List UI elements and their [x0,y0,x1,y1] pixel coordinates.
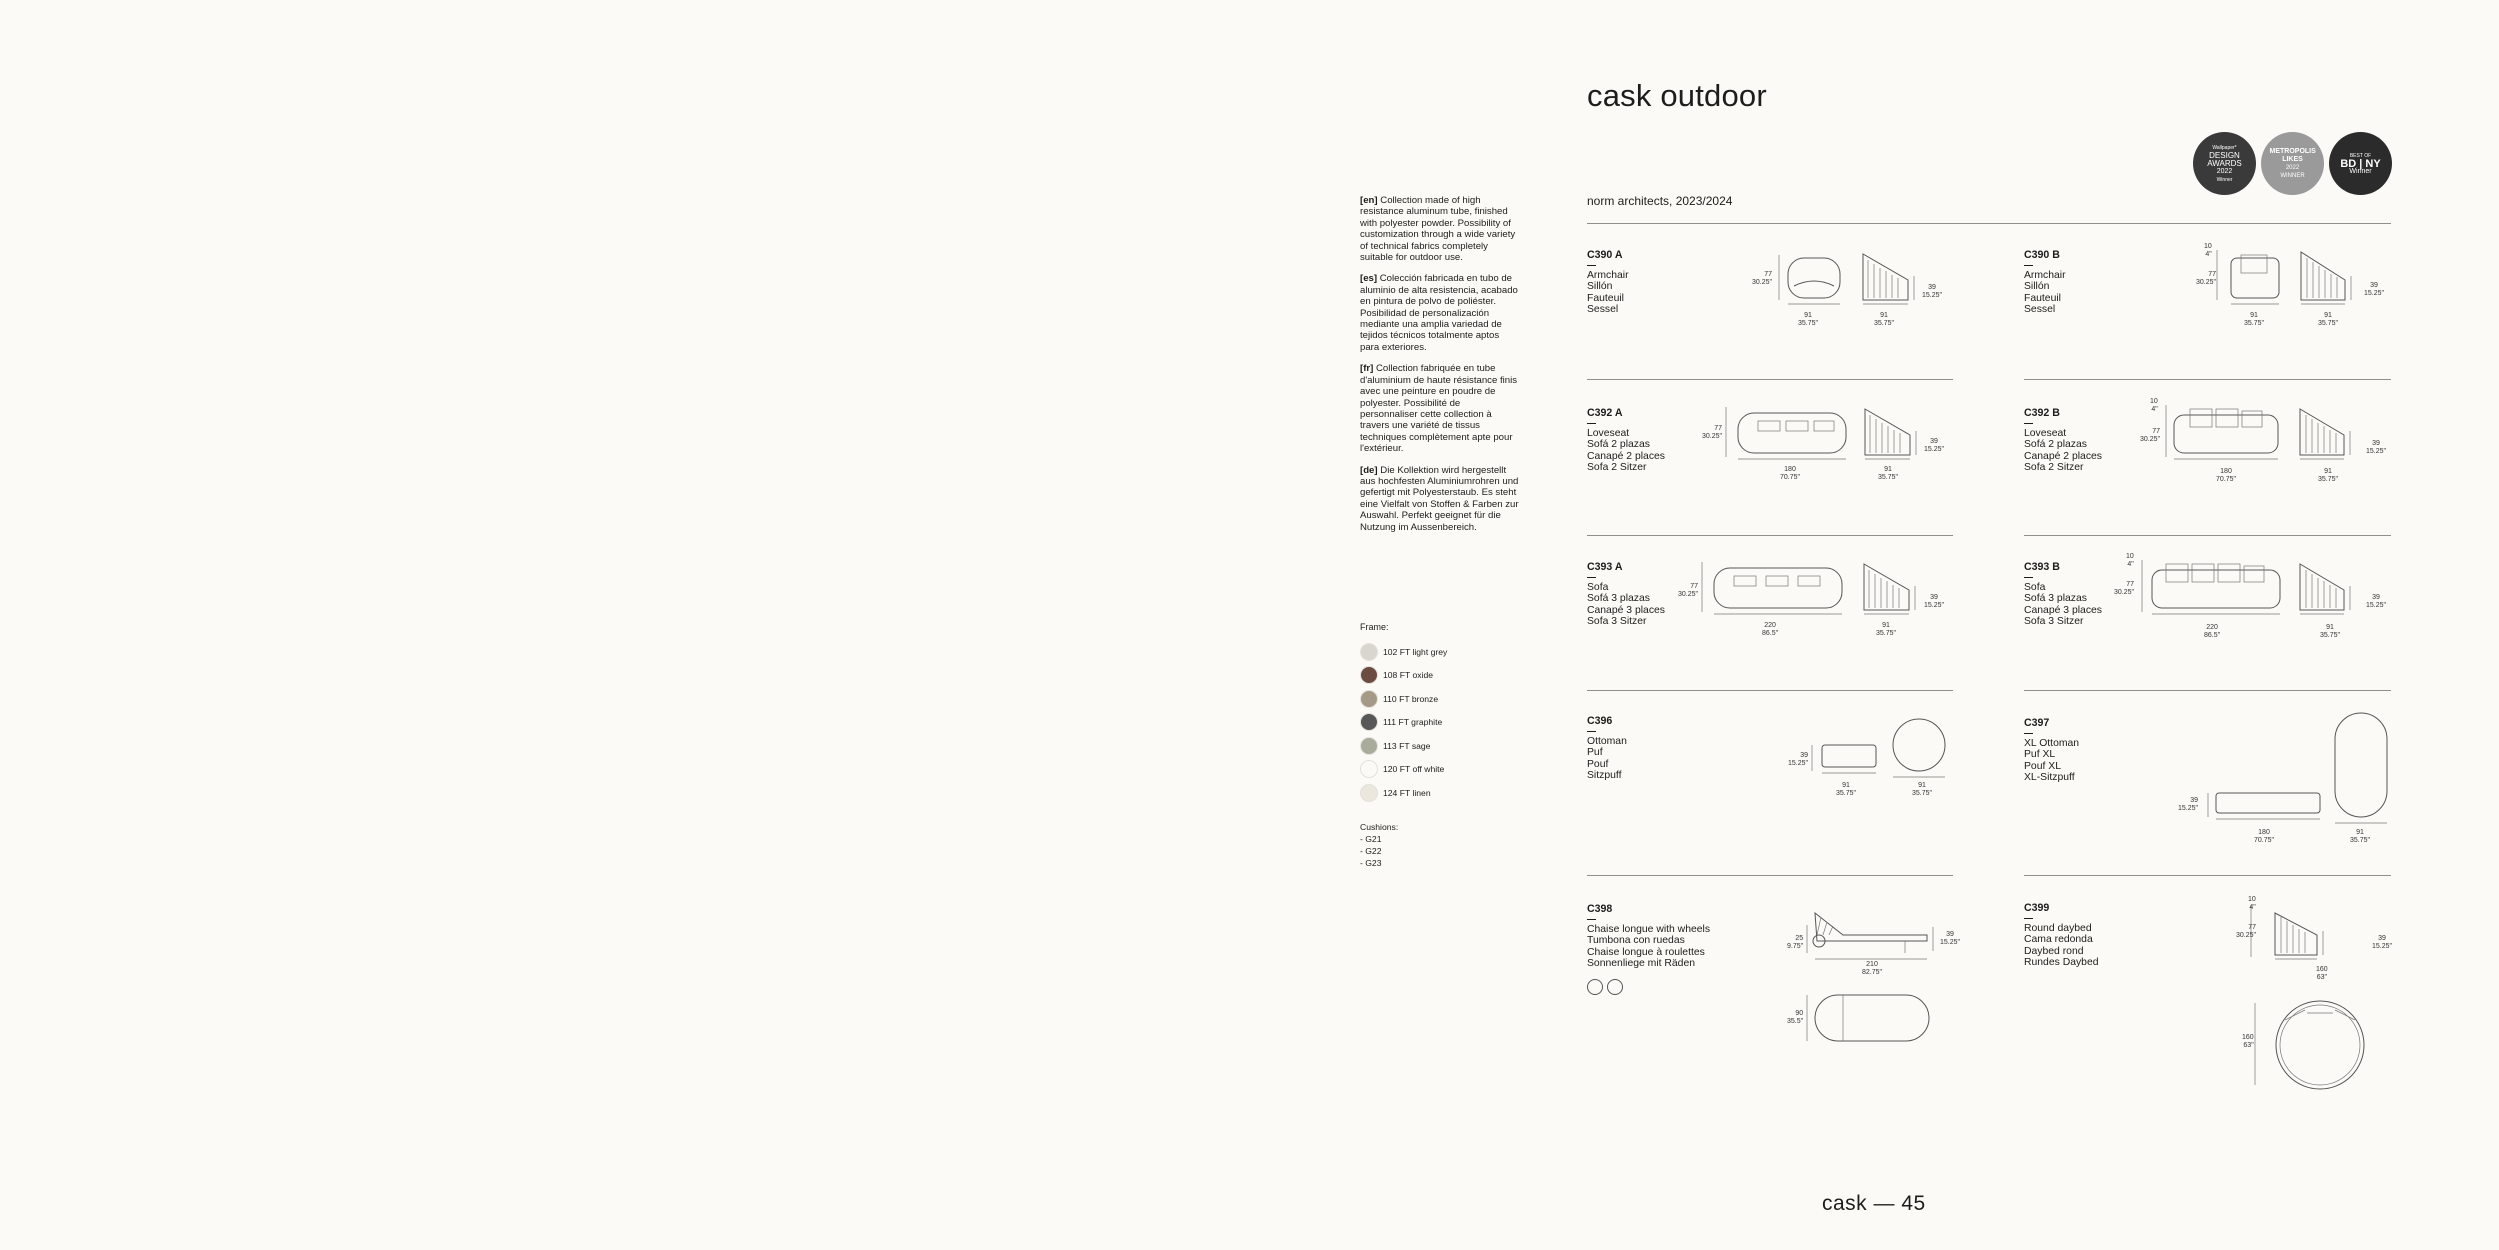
design-awards-badge [2193,132,2256,195]
header-divider [1587,223,2391,224]
dim-label: 91 35.75" [2318,312,2339,327]
dim-label: 77 30.25" [1678,583,1699,598]
dim-label: 39 15.25" [2366,594,2387,609]
dim-label: 39 15.25" [2178,797,2199,812]
description-de [1360,465,1520,533]
product-name: Canapé 3 places [2024,604,2102,616]
page-title: cask outdoor [1587,78,1767,113]
product-c393b [2024,562,2102,628]
dim-label: 91 35.75" [1912,782,1933,797]
dim-label: 91 35.75" [2318,468,2339,483]
color-swatch-dot [1360,760,1378,778]
row-divider [1587,875,1953,876]
product-name: Fauteuil [2024,292,2061,304]
description-en [1360,195,1520,263]
product-code: C393 B [2024,561,2060,573]
description-es [1360,273,1520,353]
c398-drawing [1795,895,1975,1075]
c393b-drawing [2130,550,2390,650]
page-footer: cask — 45 [1822,1192,1926,1215]
wheels-icon [1587,979,1603,995]
product-name: Sofá 2 plazas [1587,439,1650,451]
product-name: Sonnenliege mit Räden [1587,958,1696,970]
finish-name: 111 FT graphite [1383,717,1443,728]
dim-label: 39 15.25" [2366,440,2387,455]
product-name: XL Ottoman [2024,737,2080,749]
award-1-main: DESIGN AWARDS [2207,150,2242,168]
cushions-label: Cushions: [1360,822,1399,832]
product-c390a [1587,250,1629,316]
product-name: Sessel [2024,304,2056,316]
product-name: Tumbona con ruedas [1587,935,1685,947]
dim-label: 77 30.25" [2140,428,2161,443]
finish-swatch [1360,687,1447,711]
cushion-item: - G21 [1360,834,1382,844]
product-name: Puf XL [2024,749,2056,761]
product-name: XL-Sitzpuff [2024,772,2075,784]
dim-label: 210 82.75" [1862,961,1883,976]
finish-name: 113 FT sage [1383,740,1431,751]
product-name: Daybed rond [2024,945,2084,957]
dim-label: 91 35.75" [2244,312,2265,327]
dim-label: 91 35.75" [1876,622,1897,637]
product-code: C390 B [2024,249,2060,261]
finish-name: 102 FT light grey [1383,646,1448,657]
finish-swatch [1360,734,1447,758]
product-name: Sofá 3 plazas [2024,593,2087,605]
row-divider [1587,379,1953,380]
product-name: Loveseat [1587,427,1630,439]
description-es-text: Colección fabricada en tubo de aluminio de alta resistencia, acabado en pintura de polvo de poliéster. Posibilidad de personalización mediante una amplia variedad de tejidos técnicos totalmente aptos para exteriores. [1360,273,1518,353]
product-c392a [1587,408,1665,474]
product-c396 [1587,716,1627,782]
product-name: Round daybed [2024,922,2092,934]
collection-description [1360,195,1520,543]
product-name: Armchair [2024,269,2066,281]
finish-swatch [1360,758,1447,782]
product-name: Chaise longue with wheels [1587,923,1711,935]
best-of-bdny-badge [2329,132,2392,195]
product-name: Sofa 3 Sitzer [1587,616,1647,628]
product-code: C397 [2024,717,2050,729]
dim-label: 77 30.25" [1752,271,1773,286]
dim-label: 39 15.25" [1940,931,1961,946]
finish-name: 124 FT linen [1383,787,1431,798]
award-2-sub: WINNER [2280,172,2305,179]
designer-subtitle: norm architects, 2023/2024 [1587,194,1733,208]
cushion-item: - G23 [1360,858,1382,868]
cushions-list [1360,821,1398,869]
dim-label: 160 63" [2242,1034,2254,1049]
c397-drawing [2180,705,2390,845]
dim-label: 77 30.25" [2196,271,2217,286]
product-name: Chaise longue à roulettes [1587,946,1705,958]
product-name: Sillón [1587,281,1613,293]
product-c399 [2024,903,2099,969]
product-name: Puf [1587,747,1603,759]
finish-swatch [1360,781,1447,805]
c392b-drawing [2150,395,2390,495]
award-3-top: BEST OF [2349,152,2372,159]
finish-swatch [1360,640,1447,664]
dim-label: 39 15.25" [1924,594,1945,609]
row-divider [2024,875,2391,876]
dim-label: 39 15.25" [1922,284,1943,299]
finish-name: 108 FT oxide [1383,670,1434,681]
dim-label: 39 15.25" [2372,935,2393,950]
product-name: Sitzpuff [1587,770,1622,782]
product-c392b [2024,408,2102,474]
color-swatch-dot [1360,666,1378,684]
product-name: Pouf XL [2024,760,2061,772]
dim-label: 77 30.25" [2114,581,2135,596]
color-swatch-dot [1360,643,1378,661]
lang-tag-de: [de] [1360,464,1378,476]
product-name: Pouf [1587,758,1609,770]
dim-label: 25 9.75" [1787,935,1804,950]
frame-label: Frame: [1360,622,1389,632]
c393a-drawing [1690,550,1990,650]
row-divider [2024,690,2391,691]
award-1-sub: Winner [2216,176,2233,183]
product-name: Sofa 2 Sitzer [1587,462,1647,474]
product-name: Loveseat [2024,427,2067,439]
color-swatch-dot [1360,690,1378,708]
dim-label: 77 30.25" [2236,924,2257,939]
dim-label: 91 35.75" [1878,466,1899,481]
dim-label: 10 4" [2248,896,2256,911]
dim-label: 10 4" [2126,553,2134,568]
award-1-top: Wallpaper* [2212,144,2237,151]
dim-label: 180 70.75" [2254,829,2275,844]
dim-label: 10 4" [2150,398,2158,413]
product-name: Canapé 3 places [1587,604,1665,616]
product-name: Sofa 2 Sitzer [2024,462,2084,474]
product-c393a [1587,562,1665,628]
product-c390b [2024,250,2066,316]
lang-tag-fr: [fr] [1360,363,1374,375]
product-name: Canapé 2 places [1587,450,1665,462]
product-code: C390 A [1587,249,1623,261]
dim-label: 91 35.75" [1874,312,1895,327]
dim-label: 91 35.75" [2320,624,2341,639]
product-name: Armchair [1587,269,1629,281]
product-name: Sillón [2024,281,2050,293]
row-divider [1587,690,1953,691]
c390a-drawing [1750,240,1990,340]
finish-swatch [1360,711,1447,735]
row-divider [2024,379,2391,380]
product-name: Sofa [2024,581,2046,593]
product-code: C392 B [2024,407,2060,419]
dim-label: 180 70.75" [1780,466,1801,481]
product-code: C392 A [1587,407,1623,419]
dim-label: 39 15.25" [1788,752,1809,767]
row-divider [1587,535,1953,536]
dim-label: 91 35.75" [2350,829,2371,844]
dim-label: 91 35.75" [1836,782,1857,797]
row-divider [2024,535,2391,536]
product-name: Sofá 3 plazas [1587,593,1650,605]
dim-label: 90 35.5" [1787,1010,1804,1025]
award-3-sub: Winner [2349,167,2372,175]
color-swatch-dot [1360,784,1378,802]
product-c398 [1587,904,1710,995]
product-name: Fauteuil [1587,292,1624,304]
metropolis-likes-badge [2261,132,2324,195]
dim-label: 160 63" [2316,966,2328,981]
feature-icons [1587,979,1710,995]
product-name: Canapé 2 places [2024,450,2102,462]
description-de-text: Die Kollektion wird hergestellt aus hochfesten Aluminiumrohren und gefertigt mit Polyesterstaub. Es steht eine Vielfalt von Stoffen & Farben zur Auswahl. Perfekt geeignet für die Nutzung im Aussenbereich. [1360,464,1519,533]
dim-label: 91 35.75" [1798,312,1819,327]
finish-name: 110 FT bronze [1383,693,1439,704]
awards-row [2193,132,2392,195]
dim-label: 220 86.5" [1762,622,1779,637]
color-swatch-dot [1360,737,1378,755]
dim-label: 10 4" [2204,243,2212,258]
product-c397 [2024,718,2079,784]
product-code: C399 [2024,902,2050,914]
dim-label: 39 15.25" [2364,282,2385,297]
product-name: Ottoman [1587,735,1627,747]
outdoor-icon [1607,979,1623,995]
award-2-main: METROPOLIS LIKES [2269,147,2316,163]
dim-label: 220 86.5" [2204,624,2221,639]
award-3-main: BD | NY [2340,157,2381,170]
frame-swatches [1360,640,1447,805]
product-code: C398 [1587,903,1613,915]
product-name: Sofá 2 plazas [2024,439,2087,451]
dim-label: 180 70.75" [2216,468,2237,483]
product-code: C393 A [1587,561,1623,573]
description-en-text: Collection made of high resistance aluminum tube, finished with polyester powder. Possibility of customization through a wide variety of technical fabrics completely suitable for outdoor use. [1360,195,1516,264]
finish-swatch [1360,664,1447,688]
product-name: Sofa 3 Sitzer [2024,616,2084,628]
color-swatch-dot [1360,713,1378,731]
description-fr [1360,363,1520,454]
product-code: C396 [1587,715,1613,727]
dim-label: 39 15.25" [1924,438,1945,453]
dim-label: 77 30.25" [1702,425,1723,440]
lang-tag-es: [es] [1360,273,1378,285]
description-fr-text: Collection fabriquée en tube d'aluminium de haute résistance finis avec une peinture en poudre de polyester. Possibilité de personnaliser cette collection à travers une variété de tissus techniques complètement apte pour l'extérieur. [1360,363,1518,455]
lang-tag-en: [en] [1360,195,1378,206]
product-name: Cama redonda [2024,934,2093,946]
award-1-year: 2022 [2216,167,2233,175]
product-name: Sessel [1587,304,1619,316]
award-2-year: 2022 [2285,164,2300,171]
finish-name: 120 FT off white [1383,764,1445,775]
cushion-item: - G22 [1360,846,1382,856]
c396-drawing [1800,715,1960,795]
product-name: Sofa [1587,581,1609,593]
product-name: Rundes Daybed [2024,957,2099,969]
